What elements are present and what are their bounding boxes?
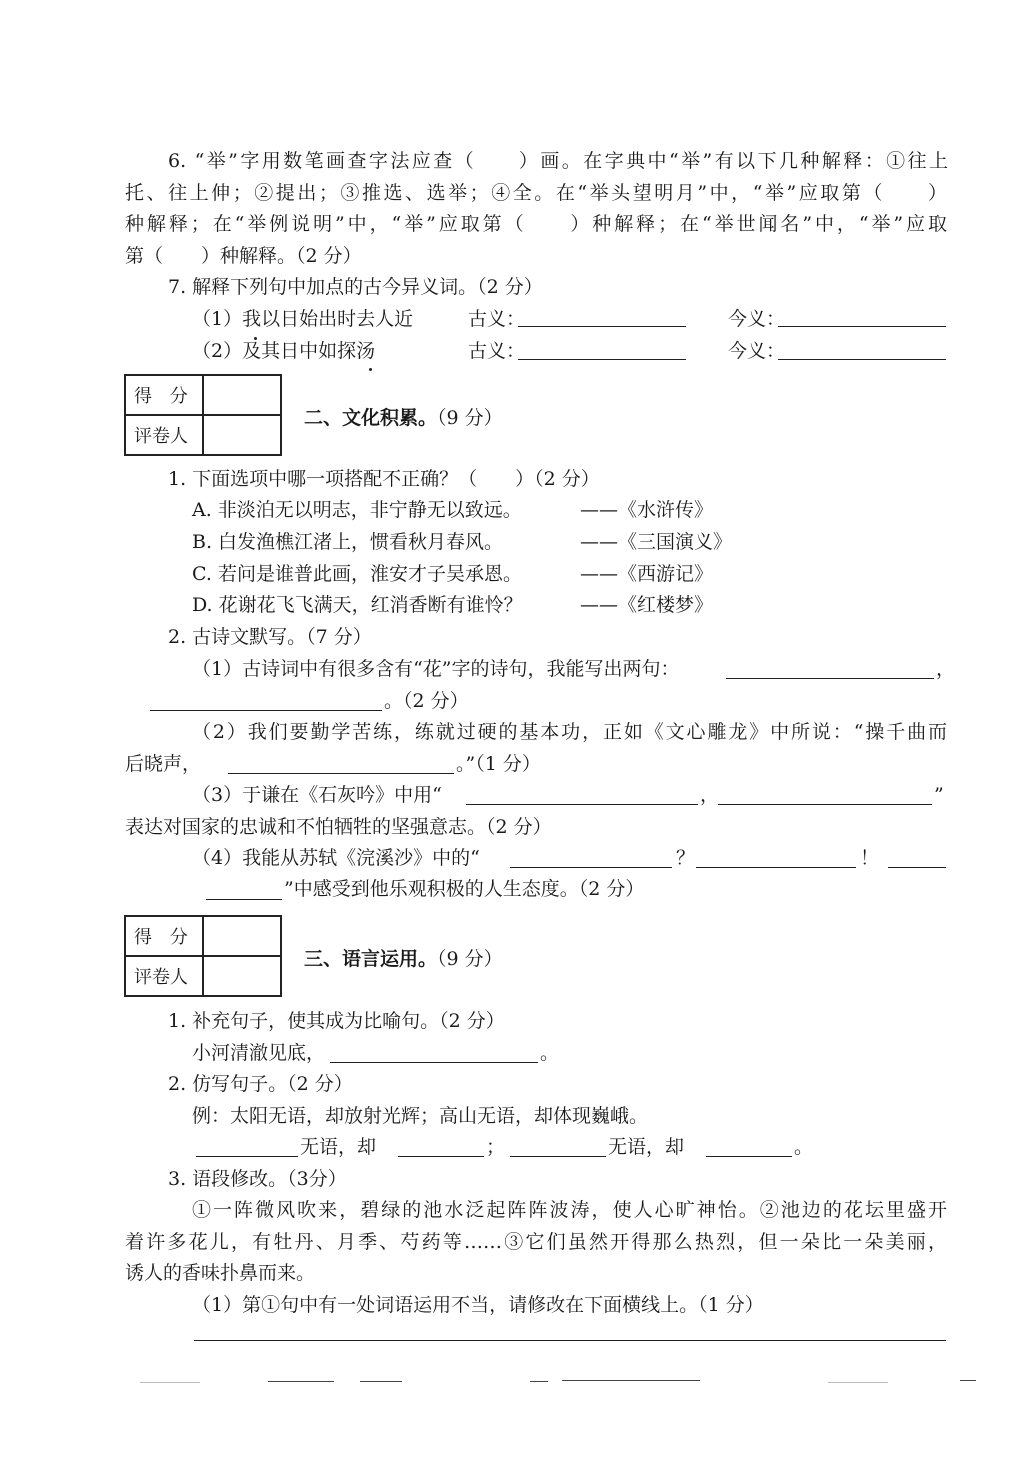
scan-noise	[530, 1381, 548, 1382]
paragraph-line-1: ①一阵微风吹来，碧绿的池水泛起阵阵波涛，使人心旷神怡。②池边的花坛里盛开	[192, 1199, 947, 1221]
answer-line[interactable]	[194, 1340, 946, 1341]
option-d: D. 花谢花飞飞满天，红消香断有谁怜？	[192, 594, 523, 616]
q7-title: 7. 解释下列句中加点的古今异义词。（2 分）	[168, 276, 543, 298]
grader-label: 评卷人	[125, 415, 203, 455]
q6-line2: 托、往上伸；②提出；③推选、选举；④全。在“举头望明月”中，“举”应取第（ ）	[125, 182, 947, 204]
sec2-q2-3a: （3）于谦在《石灰吟》中用“	[192, 784, 442, 806]
q2-4-blank-3a[interactable]	[888, 847, 946, 868]
q7-item1: （1）我以日始出时去人近	[192, 308, 414, 330]
sec2-q2-4a: （4）我能从苏轼《浣溪沙》中的“	[192, 847, 480, 869]
grader-cell[interactable]	[203, 415, 281, 455]
period-2: 。	[794, 1136, 814, 1158]
sec2-q2-2b: 后晓声，	[125, 753, 202, 775]
section-3-title: 三、语言运用。（9 分）	[304, 948, 503, 970]
section-2-title: 二、文化积累。（9 分）	[304, 407, 503, 429]
emphasis-dot	[369, 368, 372, 371]
q6-line1: 6. “举”字用数笔画查字法应查（ ）画。在字典中“举”有以下几种解释：①往上	[168, 150, 948, 172]
q2-4-blank-1[interactable]	[510, 847, 672, 868]
sec3-q2-title: 2. 仿写句子。（2 分）	[168, 1073, 353, 1095]
sec2-q2-1a: （1）古诗词中有很多含有“花”字的诗句，我能写出两句：	[192, 658, 680, 680]
option-a-source: ——《水浒传》	[580, 499, 714, 521]
sec2-q2-2c: 。”（1 分）	[456, 753, 541, 775]
q7-jin-blank-1[interactable]	[778, 306, 946, 327]
sec2-q2-4b: ”中感受到他乐观积极的人生态度。（2 分）	[284, 878, 645, 900]
sec3-q2-blank-3[interactable]	[510, 1136, 606, 1157]
option-a: A. 非淡泊无以明志，非宁静无以致远。	[192, 499, 522, 521]
q6-line4: 第（ ）种解释。（2 分）	[125, 245, 362, 267]
comma: ，	[936, 658, 956, 680]
grader-label: 评卷人	[125, 956, 203, 996]
sec2-q2-title: 2. 古诗文默写。（7 分）	[168, 626, 372, 648]
q2-3-blank-2[interactable]	[718, 784, 932, 805]
grader-cell[interactable]	[203, 956, 281, 996]
q7-jin-blank-2[interactable]	[778, 339, 946, 360]
q6-line3: 种解释；在“举例说明”中，“举”应取第（ ）种解释；在“举世闻名”中，“举”应取	[125, 213, 947, 235]
sec3-q2-example: 例：太阳无语，却放射光辉；高山无语，却体现巍峨。	[192, 1105, 649, 1127]
sec2-q1-title: 1. 下面选项中哪一项搭配不正确？（ ）（2 分）	[168, 468, 600, 490]
scan-noise	[268, 1381, 334, 1382]
q7-item2: （2）及其日中如探汤	[192, 340, 376, 362]
q7-gu-blank-1[interactable]	[518, 306, 686, 327]
sec2-q2-1b: 。（2 分）	[384, 690, 469, 712]
score-cell[interactable]	[203, 916, 281, 956]
wuyu-2: 无语，却	[608, 1136, 685, 1158]
score-box-section-3	[124, 915, 282, 997]
q2-1-blank-1[interactable]	[726, 658, 934, 679]
period: 。	[540, 1042, 560, 1064]
sec3-q3-title: 3. 语段修改。（3分）	[168, 1168, 347, 1190]
question-mark: ？	[676, 847, 696, 869]
paragraph-line-3: 诱人的香味扑鼻而来。	[125, 1262, 316, 1284]
q2-4-blank-2[interactable]	[696, 847, 856, 868]
sec3-q2-blank-1[interactable]	[196, 1136, 298, 1157]
option-b: B. 白发渔樵江渚上，惯看秋月春风。	[192, 531, 504, 553]
scan-noise	[562, 1380, 700, 1381]
q2-3-blank-1[interactable]	[466, 784, 698, 805]
score-label: 得 分	[125, 916, 203, 956]
option-c-source: ——《西游记》	[580, 563, 714, 585]
paragraph-line-2: 着许多花儿，有牡丹、月季、芍药等……③它们虽然开得那么热烈，但一朵比一朵美丽，	[125, 1231, 947, 1253]
scan-noise	[828, 1382, 888, 1383]
sec2-q2-3b: 表达对国家的忠诚和不怕牺牲的坚强意志。（2 分）	[125, 816, 552, 838]
scan-noise	[360, 1381, 402, 1382]
sec3-q2-blank-4[interactable]	[706, 1136, 792, 1157]
sec3-q3-1: （1）第①句中有一处词语运用不当，请修改在下面横线上。（1 分）	[192, 1294, 764, 1316]
option-c: C. 若问是谁普此画，淮安才子吴承恩。	[192, 563, 522, 585]
sec3-q1-blank[interactable]	[330, 1042, 538, 1063]
semicolon: ；	[486, 1136, 506, 1158]
sec3-q1-title: 1. 补充句子，使其成为比喻句。（2 分）	[168, 1010, 505, 1032]
score-label: 得 分	[125, 375, 203, 415]
q7-gu-label-1: 古义：	[468, 308, 526, 330]
wuyu-1: 无语，却	[300, 1136, 377, 1158]
exclamation-mark: ！	[860, 847, 880, 869]
q7-gu-label-2: 古义：	[468, 340, 526, 362]
sec2-q2-2a: （2）我们要勤学苦练，练就过硬的基本功，正如《文心雕龙》中所说：“操千曲而	[192, 721, 947, 743]
option-d-source: ——《红楼梦》	[580, 594, 714, 616]
emphasis-dot-2	[254, 337, 257, 340]
q2-4-blank-3b[interactable]	[206, 879, 282, 900]
sec3-q2-blank-2[interactable]	[398, 1136, 484, 1157]
option-b-source: ——《三国演义》	[580, 531, 733, 553]
comma-2: ，	[700, 784, 720, 806]
close-quote: ”	[934, 784, 944, 806]
q2-1-blank-2[interactable]	[150, 690, 382, 711]
q7-jin-label-2: 今义：	[728, 340, 786, 362]
q2-2-blank[interactable]	[228, 753, 454, 774]
sec3-q1-text: 小河清澈见底，	[192, 1042, 326, 1064]
scan-noise	[960, 1380, 976, 1381]
score-box-section-2	[124, 374, 282, 456]
scan-noise	[140, 1382, 200, 1383]
q7-jin-label-1: 今义：	[728, 308, 786, 330]
q7-gu-blank-2[interactable]	[518, 339, 686, 360]
score-cell[interactable]	[203, 375, 281, 415]
